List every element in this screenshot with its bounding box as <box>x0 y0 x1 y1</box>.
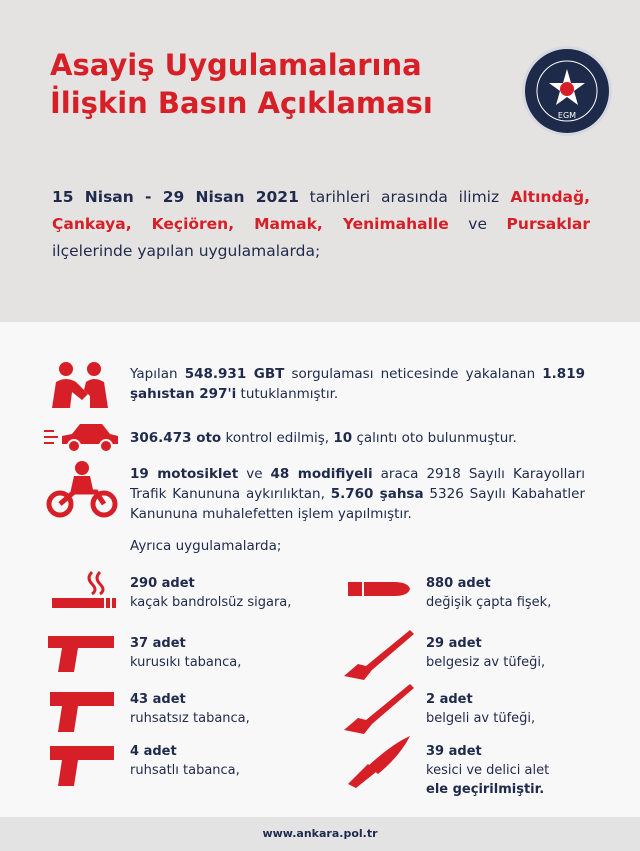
title-line-1: Asayiş Uygulamalarına <box>50 48 422 82</box>
item-registered-shotgun <box>426 690 535 728</box>
item-count: 4 adet <box>130 744 177 759</box>
stolen-car-number: 10 <box>333 430 353 446</box>
item-label: kurusıkı tabanca, <box>130 655 242 670</box>
moto-text-1: ve <box>238 466 271 482</box>
item-licensed-pistol <box>130 742 240 780</box>
unlicensed-pistol-icon <box>50 688 116 734</box>
title-line-2: İlişkin Basın Açıklaması <box>50 86 433 120</box>
car-statement <box>130 428 585 448</box>
page-title <box>50 46 433 122</box>
item-count: 290 adet <box>130 576 195 591</box>
gbt-arrest-number: 1.819 şahıstan 297'i <box>130 366 585 402</box>
arrest-icon <box>48 360 112 410</box>
car-number: 306.473 oto <box>130 430 222 446</box>
intro-and: ve <box>448 215 507 233</box>
intro-paragraph <box>52 184 590 265</box>
intro-districts: Altındağ, Çankaya, Keçiören, Mamak, Yenimahalle <box>52 188 590 233</box>
item-count: 2 adet <box>426 692 473 707</box>
gbt-text-2: sorgulaması neticesinde yakalanan <box>284 366 543 382</box>
item-label: belgesiz av tüfeği, <box>426 655 546 670</box>
motorcycle-statement <box>130 464 585 524</box>
item-label: ruhsatsız tabanca, <box>130 711 250 726</box>
modified-number: 48 modifiyeli <box>270 466 373 482</box>
moto-text-3: 5326 Sayılı Kabahatler Kanununa muhalefetten işlem yapılmıştır. <box>130 486 586 522</box>
bullet-icon <box>348 580 410 598</box>
item-count: 29 adet <box>426 636 482 651</box>
item-cartridge <box>426 574 551 612</box>
item-count: 880 adet <box>426 576 491 591</box>
item-count: 37 adet <box>130 636 186 651</box>
also-heading: Ayrıca uygulamalarda; <box>130 538 282 554</box>
knife-icon <box>344 734 412 788</box>
car-text-2: çalıntı oto bulunmuştur. <box>352 430 517 446</box>
gbt-number: 548.931 GBT <box>184 366 285 382</box>
item-label: ruhsatlı tabanca, <box>130 763 240 778</box>
item-label: kesici ve delici alet <box>426 763 550 778</box>
item-unregistered-shotgun <box>426 634 545 672</box>
item-count: 39 adet <box>426 744 482 759</box>
badge-label: EGM <box>557 111 577 120</box>
item-cigarette <box>130 574 291 612</box>
moto-number: 19 motosiklet <box>130 466 239 482</box>
footer-url[interactable]: www.ankara.pol.tr <box>0 817 640 851</box>
cigarette-icon <box>52 570 116 610</box>
registered-shotgun-icon <box>344 682 414 736</box>
badge-star-icon <box>525 49 609 133</box>
seized-text: ele geçirilmiştir. <box>426 782 545 797</box>
intro-dates: 15 Nisan - 29 Nisan 2021 <box>52 188 299 206</box>
gbt-text-3: tutuklanmıştır. <box>236 386 339 402</box>
intro-text-1: tarihleri arasında ilimiz <box>298 188 500 206</box>
item-unlicensed-pistol <box>130 690 250 728</box>
item-count: 43 adet <box>130 692 186 707</box>
car-text-1: kontrol edilmiş, <box>221 430 334 446</box>
police-badge-logo <box>522 46 612 136</box>
gbt-text-1: Yapılan <box>130 366 185 382</box>
item-knife <box>426 742 549 799</box>
item-label: belgeli av tüfeği, <box>426 711 536 726</box>
motorcycle-icon <box>46 460 118 518</box>
item-label: kaçak bandrolsüz sigara, <box>130 595 292 610</box>
car-icon <box>44 420 120 454</box>
person-number: 5.760 şahsa <box>330 486 424 502</box>
item-label: değişik çapta fişek, <box>426 595 552 610</box>
gbt-statement <box>130 364 585 404</box>
intro-last-district: Pursaklar <box>506 215 590 233</box>
moto-text-2: araca 2918 Sayılı Karayolları Trafik Kanununa aykırılıktan, <box>130 466 585 502</box>
unregistered-shotgun-icon <box>344 628 414 682</box>
blank-pistol-icon <box>48 632 116 676</box>
item-blank-pistol <box>130 634 241 672</box>
intro-text-2: ilçelerinde yapılan uygulamalarda; <box>52 242 321 260</box>
licensed-pistol-icon <box>50 742 116 788</box>
